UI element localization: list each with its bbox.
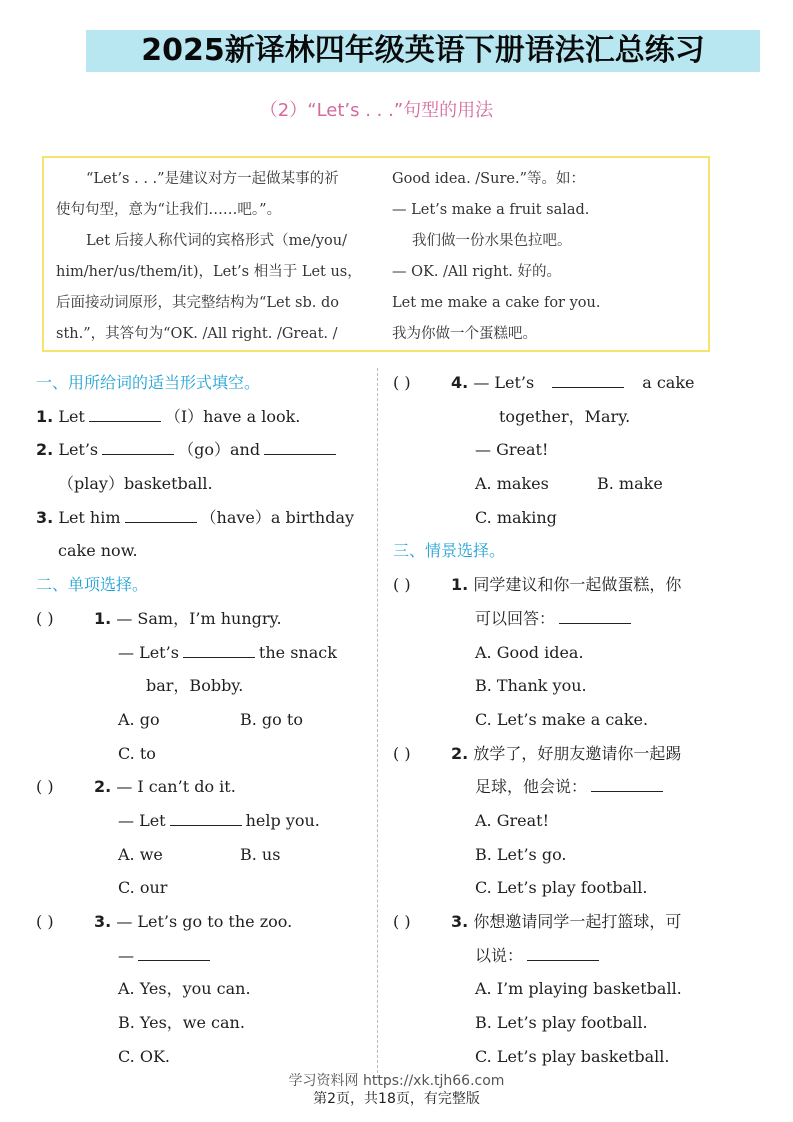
question-line xyxy=(393,939,723,973)
choice-question-1 xyxy=(36,602,366,636)
question-text: 以说： xyxy=(475,945,524,965)
question-text: Let xyxy=(58,406,85,426)
answer-blank[interactable] xyxy=(264,453,336,455)
question-number: 1. xyxy=(451,575,469,595)
rule-line: 后面接动词原形，其完整结构为“Let sb. do xyxy=(56,295,340,311)
question-text: 足球，他会说： xyxy=(475,777,588,797)
option-a[interactable]: A. Good idea. xyxy=(475,642,584,662)
question-text: 你想邀请同学一起打篮球，可 xyxy=(473,912,682,931)
answer-parentheses[interactable]: ( ) xyxy=(393,743,411,763)
grammar-rule-box xyxy=(42,156,710,352)
option-c[interactable]: C. to xyxy=(118,743,156,763)
question-number: 2. xyxy=(36,440,54,460)
fill-question-3 xyxy=(36,501,366,535)
option-c[interactable]: C. OK. xyxy=(118,1046,170,1066)
option-b[interactable]: B. Yes，we can. xyxy=(118,1013,245,1033)
option-a[interactable]: A. we xyxy=(118,844,163,864)
question-text: a cake xyxy=(642,373,695,392)
question-number: 3. xyxy=(36,507,54,527)
option-c[interactable]: C. Let’s play football. xyxy=(475,878,648,898)
answer-parentheses[interactable]: ( ) xyxy=(393,912,411,931)
answer-blank[interactable] xyxy=(102,453,174,455)
question-line xyxy=(36,636,366,670)
answer-blank[interactable] xyxy=(138,959,210,961)
question-line xyxy=(36,804,366,838)
answer-blank[interactable] xyxy=(125,521,197,523)
option-a[interactable]: A. go xyxy=(118,709,160,729)
question-text: （I）have a look. xyxy=(164,406,301,426)
answer-parentheses[interactable]: ( ) xyxy=(393,373,411,392)
question-text: — Let xyxy=(118,810,166,830)
page-title: 2025新译林四年级英语下册语法汇总练习 xyxy=(86,30,760,72)
right-column xyxy=(393,366,723,1073)
option-b[interactable]: B. Thank you. xyxy=(475,676,587,696)
choice-question-3 xyxy=(36,905,366,939)
answer-parentheses[interactable]: ( ) xyxy=(36,912,54,931)
rule-line: Good idea. /Sure.”等。如： xyxy=(392,171,585,187)
question-text: 同学建议和你一起做蛋糕，你 xyxy=(473,575,682,595)
choice-question-2 xyxy=(36,770,366,804)
question-text: bar，Bobby. xyxy=(146,676,244,696)
option-a[interactable]: A. I’m playing basketball. xyxy=(475,979,682,999)
section1-heading: 一、用所给词的适当形式填空。 xyxy=(36,373,261,392)
footer-page-info: 第2页，共18页，有完整版 xyxy=(313,1091,480,1107)
answer-blank[interactable] xyxy=(552,386,624,388)
option-c[interactable]: C. our xyxy=(118,878,168,898)
question-text: cake now. xyxy=(58,541,138,561)
scenario-question-1 xyxy=(393,568,723,602)
question-line xyxy=(36,939,366,973)
question-text: — Let’s xyxy=(473,373,535,392)
question-text: Let’s xyxy=(58,440,99,460)
rule-line: 我为你做一个蛋糕吧。 xyxy=(392,326,537,342)
answer-blank[interactable] xyxy=(559,622,631,624)
question-text: the snack xyxy=(258,642,337,662)
question-number: 3. xyxy=(94,912,112,931)
answer-parentheses[interactable]: ( ) xyxy=(36,608,54,628)
question-text: — Sam，I’m hungry. xyxy=(116,608,282,628)
rule-line: “Let’s . . .”是建议对方一起做某事的祈 xyxy=(86,171,339,187)
answer-parentheses[interactable]: ( ) xyxy=(36,777,54,797)
scenario-question-2 xyxy=(393,737,723,771)
footer-site-link[interactable]: 学习资料网 https://xk.tjh66.com xyxy=(288,1073,505,1089)
options-row xyxy=(36,703,366,737)
question-number: 1. xyxy=(94,608,112,628)
question-text: — xyxy=(118,945,134,965)
question-text: together，Mary. xyxy=(499,406,631,426)
rule-line: sth.”，其答句为“OK. /All right. /Great. / xyxy=(56,326,338,342)
rule-line: Let 后接人称代词的宾格形式（me/you/ xyxy=(86,233,348,249)
options-row xyxy=(36,838,366,872)
option-b[interactable]: B. Let’s go. xyxy=(475,844,567,864)
question-text: 放学了，好朋友邀请你一起踢 xyxy=(473,743,682,763)
option-b[interactable]: B. us xyxy=(240,844,281,864)
question-text: help you. xyxy=(245,810,320,830)
option-b[interactable]: B. Let’s play football. xyxy=(475,1013,648,1033)
question-text: （go）and xyxy=(178,440,261,460)
option-a[interactable]: A. Yes，you can. xyxy=(118,979,251,999)
question-text: — Great! xyxy=(475,440,549,460)
question-text: — Let’s go to the zoo. xyxy=(116,912,293,931)
answer-blank[interactable] xyxy=(591,790,663,792)
rule-line: 我们做一份水果色拉吧。 xyxy=(412,233,572,249)
rule-line: him/her/us/them/it)，Let’s 相当于 Let us， xyxy=(56,264,362,280)
fill-question-2 xyxy=(36,433,366,467)
question-line xyxy=(393,770,723,804)
question-text: — I can’t do it. xyxy=(116,777,236,797)
fill-question-1 xyxy=(36,400,366,434)
option-c[interactable]: C. Let’s play basketball. xyxy=(475,1046,670,1066)
rule-left-column xyxy=(56,164,366,350)
answer-blank[interactable] xyxy=(89,420,161,422)
question-text: （have）a birthday xyxy=(200,507,355,527)
question-number: 1. xyxy=(36,406,54,426)
answer-blank[interactable] xyxy=(170,824,242,826)
choice-question-4 xyxy=(393,366,723,400)
rule-right-column xyxy=(392,164,702,350)
section2-heading: 二、单项选择。 xyxy=(36,575,149,595)
rule-line: — Let’s make a fruit salad. xyxy=(392,202,590,218)
section3-heading: 三、情景选择。 xyxy=(393,541,506,561)
rule-line: Let me make a cake for you. xyxy=(392,295,601,311)
option-a[interactable]: A. makes xyxy=(475,474,549,494)
answer-parentheses[interactable]: ( ) xyxy=(393,575,411,595)
option-b[interactable]: B. make xyxy=(597,474,663,494)
scenario-question-3 xyxy=(393,905,723,939)
question-line xyxy=(393,602,723,636)
rule-line: 使句句型，意为“让我们……吧。”。 xyxy=(56,202,282,218)
option-c[interactable]: C. making xyxy=(475,507,557,527)
question-text: 可以回答： xyxy=(475,608,556,628)
answer-blank[interactable] xyxy=(527,959,599,961)
question-number: 3. xyxy=(451,912,469,931)
option-c[interactable]: C. Let’s make a cake. xyxy=(475,709,649,729)
question-number: 2. xyxy=(94,777,112,797)
option-b[interactable]: B. go to xyxy=(240,709,303,729)
question-text: （play）basketball. xyxy=(58,474,213,494)
option-a[interactable]: A. Great! xyxy=(475,810,550,830)
question-number: 4. xyxy=(451,373,469,392)
left-column xyxy=(36,366,366,1073)
answer-blank[interactable] xyxy=(183,656,255,658)
question-text: Let him xyxy=(58,507,121,527)
options-row xyxy=(393,467,723,501)
column-divider xyxy=(377,368,378,1078)
section-subtitle: （2）“Let’s . . .”句型的用法 xyxy=(259,100,494,121)
question-text: — Let’s xyxy=(118,642,179,662)
rule-line: — OK. /All right. 好的。 xyxy=(392,264,562,280)
question-number: 2. xyxy=(451,743,469,763)
